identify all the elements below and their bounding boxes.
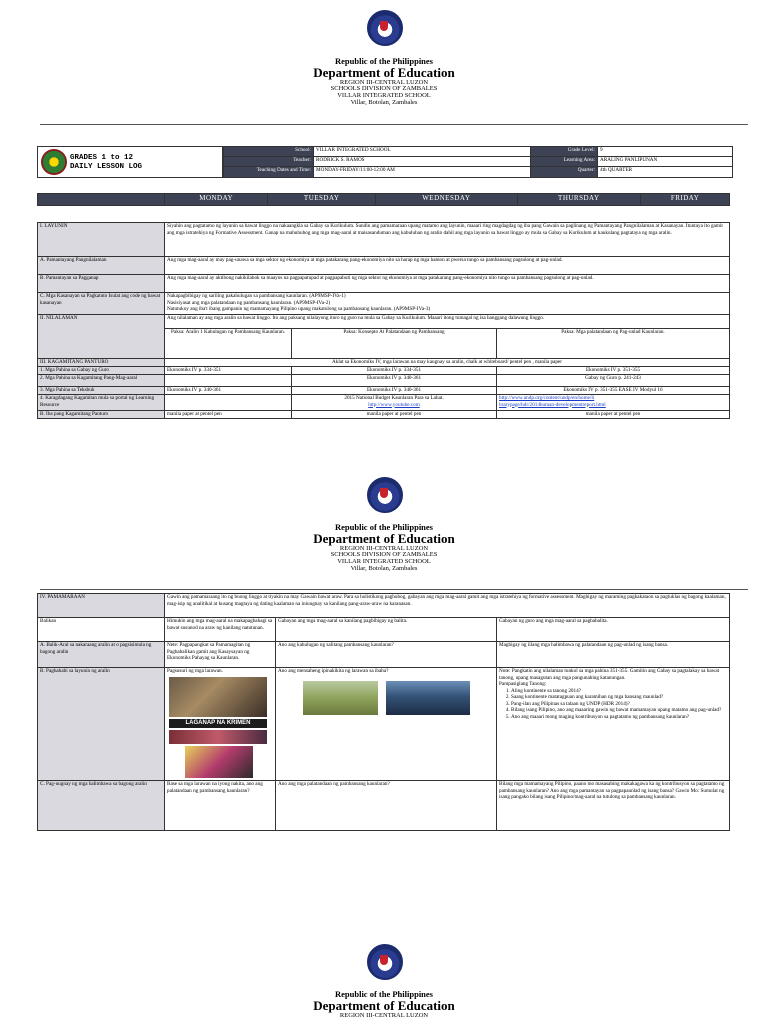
iba-pang-kagamitan-wed: manila paper at pentel pen [292, 411, 497, 419]
learning-resource-thu [497, 395, 730, 411]
crime-photo-2 [169, 730, 267, 744]
balikan-thu: Gabayan ng guro ang mga mag-aaral sa pagbabalita. [497, 618, 730, 642]
pagsusuri-text: Pagsusuri ng mga larawan. [167, 668, 223, 674]
nilalaman-text: Ang nilalaman ay ang mga aralin sa bawat linggo. Ito ang paksang nilalayong ituro ng guro na mula sa Gabay sa Kurikulum. Maaari itong tumagal ng isa hanggang dalawang linggo. [165, 315, 730, 329]
undp-link-line1[interactable]: http://www.undp.org/content/undp/en/home/li [499, 395, 595, 401]
deped-seal-icon [367, 10, 403, 46]
teksbuk-label: 3. Mga Pahina sa Teksbuk [38, 387, 165, 395]
kasanayan-item-1: Nakapagbibigay ng sariling pakahulugan sa pambansang kaunlaran. (AP9MSP-IVa-1) [167, 293, 346, 299]
budget-text: 2015 National Budget Kaunlaran Para sa Lahat. [344, 395, 444, 401]
learning-resource-label: 4. Karagdagang Kagamitan mula sa portal ng Learning Resource [38, 395, 165, 411]
balik-aral-wed: Ano ang kahulugan ng salitang pambansang kaunlaran? [276, 642, 497, 668]
kagamitang-mag-aaral-mon [165, 375, 292, 387]
balik-aral-thu: Magbigay ng iilang mga halimbawa ng palatandaan ng pag-unlad ng isang bansa. [497, 642, 730, 668]
lesson-table-1 [37, 222, 730, 419]
dll-title [70, 154, 142, 172]
teacher-label: Teacher: [224, 157, 314, 167]
balik-aral-label: A. Balik-Aral sa nakaraang aralin at o pagsisimula ng bagong aralin [38, 642, 165, 668]
balikan-mon: Himukin ang mga mag-aaral na makapagbahagi sa bawat susunod na araw ng kanilang natutunan. [165, 618, 276, 642]
pag-uugnay-thu: Bilang mga mamamayang Pilipino, paano mo masasabing makakagawa ka ng kontribusyon sa pagtatamo ng pambansang kaunlaran? Ano ang mga pamantayan sa pagpapaunlad ng isang bansa? Gawin Mo: Sumulat ng isang pangako bilang isang Pilipino/mag-aaral na tutulong sa pambansang kaunlaran. [497, 781, 730, 831]
day-thursday: THURSDAY [517, 194, 641, 206]
list-item: 2. Saang kontinente matatagpuan ang karamihan ng mga bansang maunlad? [511, 694, 727, 701]
pamantayang-pangnilalaman-label: A. Pamantayang Pangnilalaman [38, 257, 165, 275]
days-bar [37, 193, 730, 206]
header-divider [40, 124, 748, 125]
republic-title-3: Republic of the Philippines [334, 989, 433, 999]
pag-uugnay-label: C. Pag-uugnay ng mga halimbawa sa bagong aralin [38, 781, 165, 831]
kagamitan-label: III. KAGAMITANG PANTURO [38, 359, 165, 367]
header-divider-2 [40, 589, 748, 590]
gabay-guro-thu: Ekonomiks IV p. 351-355 [497, 367, 730, 375]
department-title-2: Department of Education [313, 530, 455, 546]
kasanayan-item-2: Nasisiyasat ang mga palatandaan ng pambansang kaunlaran. (AP9MSP-IVa-2) [167, 299, 331, 306]
address-text-2: Villar, Botolan, Zambales [350, 565, 418, 572]
pamamaraan-label: IV. PAMAMARAAN [38, 594, 165, 618]
pampasigla-list [499, 688, 727, 721]
school-text-2: VILLAR INTEGRATED SCHOOL [337, 558, 431, 566]
page-header-2 [0, 523, 768, 573]
region-text: REGION III-CENTRAL LUZON [339, 78, 429, 86]
paksa-2: Paksa: Konsepto At Palatandaan ng Pambansang [292, 329, 497, 359]
department-title-3: Department of Education [313, 997, 455, 1013]
deped-seal-icon-2 [367, 477, 403, 513]
republic-title-2: Republic of the Philippines [334, 522, 433, 532]
lesson-table-2 [37, 593, 730, 831]
gabay-guro-label: 1. Mga Pahina sa Gabay ng Guro [38, 367, 165, 375]
dll-title-box [37, 146, 223, 178]
kagamitang-mag-aaral-label: 2. Mga Pahina sa Kagamitang Pang-Mag-aaral [38, 375, 165, 387]
layunin-text: Siyahin ang pagtatamo ng layunin sa bawat linggo na nakaangkla sa Gabay sa Kurikulum. Sundin ang pamamaraan upang matamo ang layunin, maaari ring magdagdag ng iba pang Gawain sa paglinang ng Pamantayang Pangnilalaman at Kasanayan. Ituntaya ito gamit ang mga istratehiya ng Formative Assessment. Ganap na mahuhubog ang mga mag-aaral at maisasanduman ang kabuluhan ng aralin dahil ang mga layunin sa bawat linggo ay mula sa Gabay sa Kurikulum at kaukulang pagtataya ng mga aralin. [165, 223, 730, 257]
pamantayan-pagganap-text: Ang mga mag-aaral ay aktibong nakikilahok sa maayos na pagpapatupad at pagpapabuti ng mga sektor ng ekonomiya at mga patakarang pang-ekonomiya nito tungo sa pambansang pagsulong at pag-unlad. [165, 275, 730, 293]
youtube-link[interactable]: http://www.youtube.com [368, 401, 420, 408]
city-photo [386, 681, 470, 715]
address-text: Villar, Botolan, Zambales [350, 99, 418, 106]
paghahabi-label: B. Paghahabi sa layunin ng aralin [38, 668, 165, 781]
crime-photo-3 [185, 746, 253, 778]
department-title: Department of Education [313, 64, 455, 80]
iba-pang-kagamitan-label: B. Iba pang Kagamitang Panturo [38, 411, 165, 419]
crime-caption: LAGANAP NA KRIMEN [169, 719, 267, 728]
learning-resource-mon [165, 395, 292, 411]
pag-uugnay-mon: Base sa mga larawan na iyong nakita, ano ang palatandaan ng pambansang kaunlaran? [165, 781, 276, 831]
nilalaman-label: II. NILALAMAN [38, 315, 165, 359]
area-label: Learning Area: [531, 157, 598, 167]
paghahabi-mon [165, 668, 276, 781]
learning-resource-wed [292, 395, 497, 411]
pamamaraan-text: Gawin ang pamamaraang ito ng buong linggo at tiyakin na may Gawain bawat araw. Para sa holistikong paghubog, gabayan ang mga mag-aaral gamit ang mga istratehiya ng formative assessment. Magbigay ng maraming pagkakataon sa pagtuklas ng bagong kaalaman, mag-isip ng analitikal at kusang magtaya ng dating kaalaman na iniuugnay sa kanilang pang-araw-araw na karanasan. [165, 594, 730, 618]
quarter-value: 4th QUARTER [598, 167, 733, 178]
list-item: 4. Bilang isang Pilipino, ano ang maaaring gawin ng bawat mamamayan upang matamo ang pag-unlad? [511, 707, 727, 714]
gabay-guro-mon: Ekonomiks IV p. 334-351 [165, 367, 292, 375]
pag-uugnay-wed: Ano ang mga palatandaan ng pambansang kaunlaran? [276, 781, 497, 831]
day-wednesday: WEDNESDAY [376, 194, 517, 206]
school-text: VILLAR INTEGRATED SCHOOL [337, 92, 431, 100]
days-blank [38, 194, 165, 206]
list-item: 1. Aling kontinente sa tanong 2014? [511, 688, 727, 695]
pamantayang-pangnilalaman-text: Ang mga mag-aaral ay may pag-unawa sa mga sektor ng ekonomiya at mga patakarang pang-ekonomiya nito sa harap ng mga hamon at pwersa tungo sa pambansang pagsulong at pag-unlad. [165, 257, 730, 275]
school-label: School: [224, 147, 314, 157]
kagamitan-text: Aklat sa Ekonomiks IV, mga larawan na may kaugnay sa aralin, chalk at whiteboard/ pentel pen , manila paper [165, 359, 730, 367]
layunin-label: I. LAYUNIN [38, 223, 165, 257]
quarter-label: Quarter: [531, 167, 598, 178]
list-item: 3. Pang-ilan ang Pilipinas sa talaan ng UNDP (HDR 2014)? [511, 701, 727, 708]
kagamitang-mag-aaral-thu: Gabay ng Guro p. 241-243 [497, 375, 730, 387]
day-tuesday: TUESDAY [268, 194, 376, 206]
dll-title-line1: GRADES 1 to 12 [70, 154, 134, 162]
kagamitang-mag-aaral-wed: Ekonomiks IV p. 340-361 [292, 375, 497, 387]
page-header-3 [0, 990, 768, 1019]
page-header [0, 57, 768, 107]
dll-title-line2: DAILY LESSON LOG [70, 163, 143, 171]
teksbuk-wed: Ekonomiks IV p. 340-361 [292, 387, 497, 395]
kasanayan-item-3: Natutukoy ang iba't ibang gampanin ng mamamayang Pilipino upang makatulong sa pambansang kaunlaran. (AP9MSP-IVa-3) [167, 306, 431, 312]
crime-photo-1 [169, 677, 267, 717]
mensahe-text: Ano ang mensaheng ipinakikita ng larawan sa ibaba? [278, 668, 389, 674]
teksbuk-thu: Ekonomiks IV p. 351-355 EASE IV Modyul 16 [497, 387, 730, 395]
region-text-2: REGION III-CENTRAL LUZON [339, 544, 429, 552]
farm-photo [303, 681, 378, 715]
teksbuk-mon: Ekonomiks IV p. 340-361 [165, 387, 292, 395]
note-text: Note: Pangkatin ang nilalaman tunkol sa mga pahina 351-355. Gamitin ang Gabay sa pagtalakay sa bawat tanong, upang masagutan ang mga pangunahing katanungan. [499, 668, 720, 681]
teacher-value: RODRICK S. RAMOS [314, 157, 531, 167]
school-value: VILLAR INTEGRATED SCHOOL [314, 147, 531, 157]
grade-value: 9 [598, 147, 733, 157]
iba-pang-kagamitan-thu: manila paper at pentel pen [497, 411, 730, 419]
undp-link-line2[interactable]: brarypage/hdr/2014human-developmentreport.html [499, 401, 606, 408]
area-value: ARALING PANLIPUNAN [598, 157, 733, 167]
division-text: SCHOOLS DIVISION OF ZAMBALES [330, 85, 438, 93]
paghahabi-wed [276, 668, 497, 781]
kasanayan-label: C. Mga Kasanayan sa Pagkatuto Isulat ang code ng bawat kasanayan [38, 293, 165, 315]
pampasigla-intro: Pampasiglang Tanong: [499, 681, 547, 687]
region-text-3: REGION III-CENTRAL LUZON [339, 1011, 429, 1019]
gabay-guro-wed: Ekonomiks IV p. 334-351 [292, 367, 497, 375]
paksa-3: Paksa: Mga palatandaan ng Pag-unlad Kaunlaran. [497, 329, 730, 359]
deped-logo-icon [41, 149, 67, 175]
grade-label: Grade Level: [531, 147, 598, 157]
balikan-wed: Gabayan ang mga mag-aaral sa kanilang pagbibigay ng balita. [276, 618, 497, 642]
deped-seal-icon-3 [367, 944, 403, 980]
balikan-label: Balikan [38, 618, 165, 642]
dates-label: Teaching Dates and Time: [224, 167, 314, 178]
balik-aral-mon: Nete: Pagpapangkat sa Pamamagitan ng Pagbabalikan gamit ang Kasaysayan ng Ekonomiks Pahayag sa Kaunlaran. [165, 642, 276, 668]
day-friday: FRIDAY [641, 194, 730, 206]
day-monday: MONDAY [165, 194, 268, 206]
iba-pang-kagamitan-mon: manila paper at pentel pen [165, 411, 292, 419]
paghahabi-thu [497, 668, 730, 781]
dll-info-table [223, 146, 733, 178]
paksa-1: Paksa: Aralin 1 Kahulugan ng Pambansang Kaunlaran. [165, 329, 292, 359]
division-text-2: SCHOOLS DIVISION OF ZAMBALES [330, 551, 438, 559]
pamantayan-pagganap-label: B. Pamantayan sa Pagganap [38, 275, 165, 293]
republic-title: Republic of the Philippines [334, 56, 433, 66]
list-item: 5. Ano ang maaari mong maging kontribusyon sa pagtatamo ng pambansang kaunlaran? [511, 714, 727, 721]
dates-value: MONDAY-FRIDAY/11:00-12:00 AM [314, 167, 531, 178]
kasanayan-text [165, 293, 730, 315]
